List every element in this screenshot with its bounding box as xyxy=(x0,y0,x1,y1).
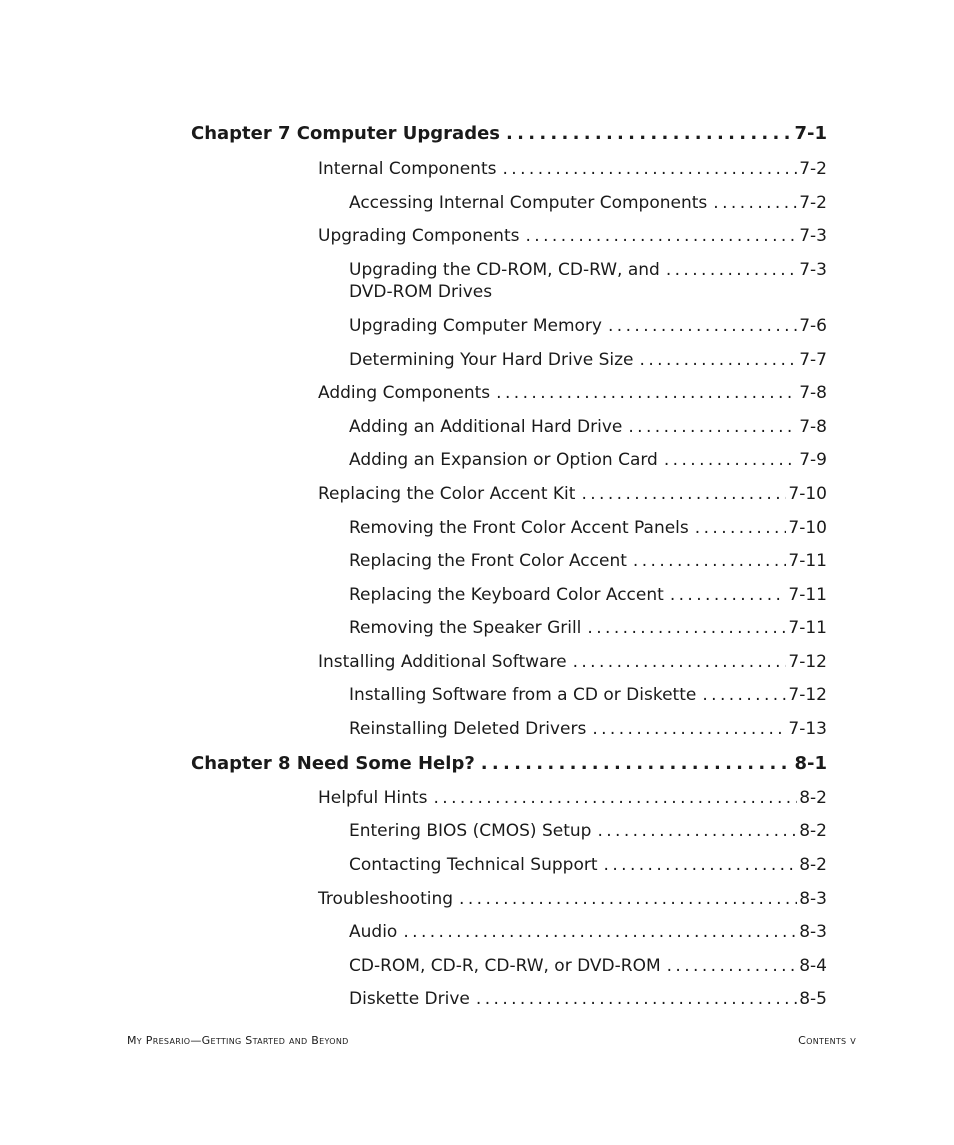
dot-leader xyxy=(496,382,797,404)
dot-leader xyxy=(403,921,797,943)
dot-leader xyxy=(433,787,797,809)
dot-leader xyxy=(702,684,786,706)
toc-entry-page: 8-5 xyxy=(799,989,827,1009)
toc-entry-title: Upgrading Computer Memory xyxy=(349,316,602,336)
toc-entry xyxy=(349,349,827,371)
toc-entry-page: 8-3 xyxy=(799,922,827,942)
dot-leader xyxy=(481,753,793,775)
dot-leader xyxy=(608,315,797,337)
toc-entry-page: 7-9 xyxy=(799,450,827,470)
toc-entry xyxy=(318,225,827,247)
toc-entry-page: 8-2 xyxy=(799,788,827,808)
dot-leader xyxy=(640,349,798,371)
toc-entry xyxy=(349,449,827,471)
toc-entry-page: 7-2 xyxy=(799,159,827,179)
dot-leader xyxy=(695,517,787,539)
dot-leader xyxy=(628,416,797,438)
dot-leader xyxy=(459,888,797,910)
toc-entry xyxy=(349,617,827,639)
toc-entry-page: 8-4 xyxy=(799,956,827,976)
toc-entry-title: CD-ROM, CD-R, CD-RW, or DVD-ROM xyxy=(349,956,661,976)
toc-entry xyxy=(318,483,827,505)
footer-book-title: My Presario—Getting Started and Beyond xyxy=(127,1034,349,1047)
toc-entry-title: Adding Components xyxy=(318,383,491,403)
toc-entry xyxy=(349,921,827,943)
dot-leader xyxy=(604,854,798,876)
footer-page-number: Contents v xyxy=(798,1034,856,1047)
toc-entry-title: Upgrading Components xyxy=(318,226,520,246)
toc-entry xyxy=(349,416,827,438)
toc-entry xyxy=(349,517,827,539)
toc-entry xyxy=(349,315,827,337)
toc-entry-page: 7-7 xyxy=(799,350,827,370)
toc-entry-title: Accessing Internal Computer Components xyxy=(349,193,708,213)
toc-entry-title: Installing Additional Software xyxy=(318,652,567,672)
toc-entry xyxy=(318,787,827,809)
toc-entry xyxy=(349,550,827,572)
dot-leader xyxy=(667,955,798,977)
toc-entry-page: 7-3 xyxy=(799,226,827,246)
toc-entry-page: 7-12 xyxy=(788,652,827,672)
toc-entry xyxy=(349,820,827,842)
toc-entry xyxy=(349,988,827,1010)
toc-entry-page: 7-8 xyxy=(799,383,827,403)
toc-entry-title: Troubleshooting xyxy=(318,889,454,909)
dot-leader xyxy=(633,550,787,572)
toc-entry-title: Removing the Front Color Accent Panels xyxy=(349,518,689,538)
toc-entry-title: Replacing the Front Color Accent xyxy=(349,551,627,571)
dot-leader xyxy=(506,123,792,145)
toc-chapter-entry xyxy=(191,753,827,775)
toc-entry-title: Removing the Speaker Grill xyxy=(349,618,582,638)
toc-entry-title: Reinstalling Deleted Drivers xyxy=(349,719,587,739)
toc-entry-title: Contacting Technical Support xyxy=(349,855,598,875)
toc-entry-page: 7-3 xyxy=(799,260,827,280)
toc-entry-title: Adding an Additional Hard Drive xyxy=(349,417,623,437)
toc-entry-page: 8-1 xyxy=(794,753,827,774)
dot-leader xyxy=(592,718,786,740)
toc-entry-title: Diskette Drive xyxy=(349,989,470,1009)
toc-entry-page: 8-2 xyxy=(799,855,827,875)
toc-entry-title: Replacing the Color Accent Kit xyxy=(318,484,576,504)
dot-leader xyxy=(573,651,787,673)
toc-entry xyxy=(349,684,827,706)
toc-entry xyxy=(349,854,827,876)
toc-entry-title: Helpful Hints xyxy=(318,788,428,808)
dot-leader xyxy=(664,449,797,471)
toc-entry-page: 7-1 xyxy=(794,123,827,144)
toc-entry-title: Entering BIOS (CMOS) Setup xyxy=(349,821,592,841)
toc-entry-page: 7-2 xyxy=(799,193,827,213)
dot-leader xyxy=(581,483,786,505)
dot-leader xyxy=(502,158,797,180)
toc-entry-title: Chapter 8 Need Some Help? xyxy=(191,753,475,774)
dot-leader xyxy=(587,617,786,639)
toc-entry-page: 7-11 xyxy=(788,551,827,571)
toc-entry-page: 7-10 xyxy=(788,484,827,504)
toc-entry-title: Internal Components xyxy=(318,159,497,179)
toc-entry xyxy=(318,888,827,910)
toc-entry-page: 8-2 xyxy=(799,821,827,841)
dot-leader xyxy=(525,225,797,247)
toc-entry-title: Upgrading the CD-ROM, CD-RW, and DVD-ROM Drives xyxy=(349,260,660,302)
toc-entry-page: 7-11 xyxy=(788,585,827,605)
toc-entry-title: Adding an Expansion or Option Card xyxy=(349,450,658,470)
toc-entry-title: Installing Software from a CD or Diskette xyxy=(349,685,697,705)
dot-leader xyxy=(670,584,787,606)
toc-entry-title: Audio xyxy=(349,922,398,942)
toc-entry-page: 7-13 xyxy=(788,719,827,739)
toc-entry-page: 7-6 xyxy=(799,316,827,336)
dot-leader xyxy=(713,192,797,214)
dot-leader xyxy=(597,820,797,842)
toc-entry-page: 8-3 xyxy=(799,889,827,909)
toc-entry xyxy=(349,192,827,214)
toc-entry xyxy=(318,158,827,180)
toc-entry xyxy=(318,382,827,404)
toc-entry-page: 7-10 xyxy=(788,518,827,538)
toc-entry xyxy=(318,651,827,673)
toc-entry xyxy=(349,955,827,977)
toc-entry-title: Determining Your Hard Drive Size xyxy=(349,350,634,370)
toc-entry xyxy=(349,718,827,740)
toc-entry xyxy=(349,259,827,303)
toc-entry xyxy=(349,584,827,606)
toc-entry-page: 7-12 xyxy=(788,685,827,705)
dot-leader xyxy=(666,259,797,281)
toc-entry-page: 7-8 xyxy=(799,417,827,437)
toc-chapter-entry xyxy=(191,123,827,145)
toc-entry-title: Chapter 7 Computer Upgrades xyxy=(191,123,501,144)
toc-entry-page: 7-11 xyxy=(788,618,827,638)
toc-entry-title: Replacing the Keyboard Color Accent xyxy=(349,585,664,605)
dot-leader xyxy=(476,988,797,1010)
